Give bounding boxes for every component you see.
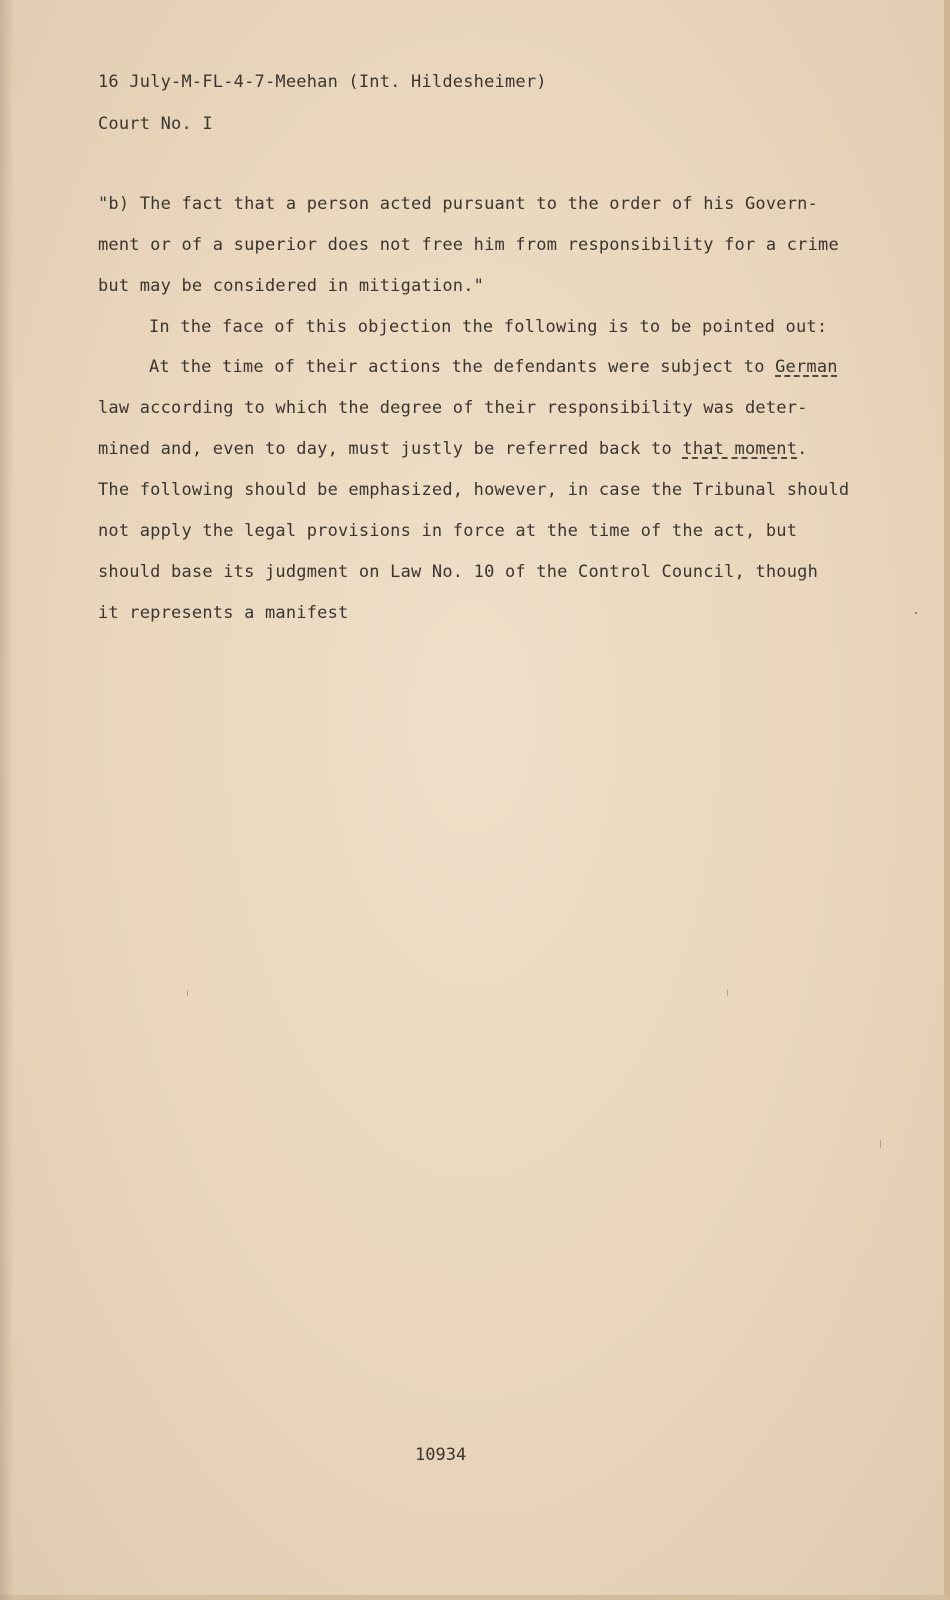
body-line-2: ment or of a superior does not free him from responsibility for a crime	[98, 235, 839, 255]
body-line-1: "b) The fact that a person acted pursuant to the order of his Govern-	[98, 194, 819, 214]
underlined-that-moment: that moment	[682, 439, 798, 459]
paper-speck	[915, 612, 917, 614]
body-line-9: not apply the legal provisions in force at the time of the act, but	[98, 521, 798, 541]
paper-speck	[880, 1140, 881, 1148]
body-line-7-text: mined and, even to day, must justly be referred back to	[98, 439, 683, 459]
body-line-6: law according to which the degree of their responsibility was deter-	[98, 398, 808, 418]
body-line-5	[149, 357, 838, 377]
body-line-7-period: .	[797, 439, 808, 459]
body-line-5-text: At the time of their actions the defendants were subject to	[149, 357, 776, 377]
paper-speck	[187, 990, 188, 996]
body-line-10: should base its judgment on Law No. 10 of the Control Council, though	[98, 562, 819, 582]
body-line-11: it represents a manifest	[98, 603, 349, 623]
body-line-3: but may be considered in mitigation."	[98, 276, 485, 296]
body-line-4: In the face of this objection the following is to be pointed out:	[149, 317, 828, 337]
header-reference: 16 July-M-FL-4-7-Meehan (Int. Hildesheimer)	[98, 72, 547, 92]
body-line-8: The following should be emphasized, however, in case the Tribunal should	[98, 480, 850, 500]
paper-speck	[727, 990, 728, 996]
underlined-german: German	[775, 357, 838, 377]
body-line-7	[98, 439, 808, 459]
header-court: Court No. I	[98, 114, 213, 134]
page-edge-shadow	[0, 0, 14, 1600]
page-number: 10934	[415, 1445, 467, 1465]
